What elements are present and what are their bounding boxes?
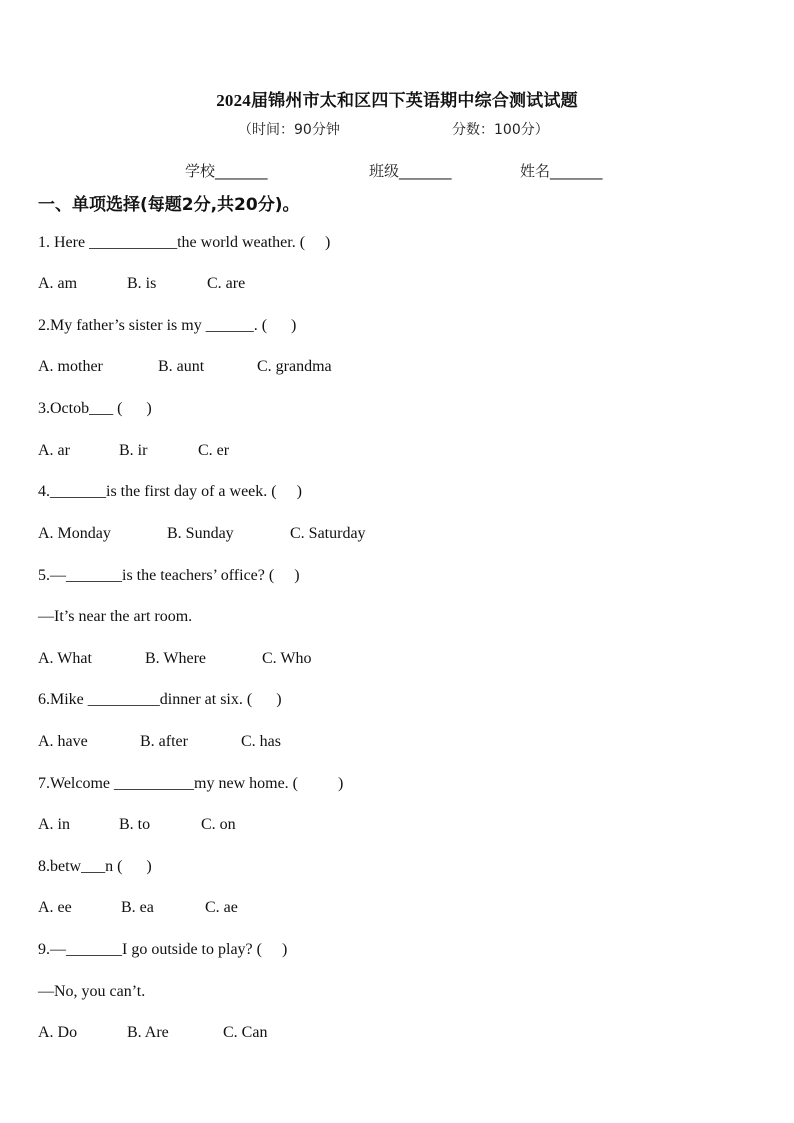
- question-4-text: 4._______is the first day of a week. ( ): [38, 483, 302, 500]
- class-field-label: 班级_______: [369, 162, 452, 180]
- question-8-options: [38, 898, 238, 918]
- question-7-options: [38, 815, 236, 835]
- question-4-options: [38, 524, 366, 544]
- question-4-option-b: B. Sunday: [167, 525, 234, 542]
- question-7-option-a: A. in: [38, 816, 70, 833]
- question-7-option-c: C. on: [201, 816, 236, 833]
- name-field-label: 姓名_______: [520, 162, 603, 180]
- question-8-option-c: C. ae: [205, 899, 238, 916]
- exam-time: （时间：90分钟: [238, 122, 340, 138]
- question-2-text: 2.My father’s sister is my ______. ( ): [38, 317, 297, 334]
- question-9-option-c: C. Can: [223, 1024, 268, 1041]
- question-3-option-c: C. er: [198, 442, 230, 459]
- question-8-option-a: A. ee: [38, 899, 72, 916]
- question-7-text: 7.Welcome __________my new home. ( ): [38, 775, 344, 792]
- question-1-option-a: A. am: [38, 275, 78, 292]
- question-1-text: 1. Here ___________the world weather. ( ): [38, 234, 331, 251]
- question-2-option-c: C. grandma: [257, 358, 332, 375]
- question-7-option-b: B. to: [119, 816, 151, 833]
- question-3-option-a: A. ar: [38, 442, 70, 459]
- school-field-label: 学校_______: [185, 162, 268, 180]
- question-5-option-a: A. What: [38, 650, 92, 667]
- question-5-text: 5.—_______is the teachers’ office? ( ): [38, 567, 300, 584]
- question-3-options: [38, 441, 229, 461]
- question-3-text: 3.Octob___ ( ): [38, 400, 152, 417]
- question-5-option-c: C. Who: [262, 650, 312, 667]
- section-title: 一、单项选择(每题2分,共20分)。: [38, 195, 300, 215]
- question-5-option-b: B. Where: [145, 650, 207, 667]
- question-1-option-b: B. is: [127, 275, 157, 292]
- question-6-options: [38, 732, 281, 752]
- question-9-options: [38, 1023, 267, 1043]
- question-2-option-b: B. aunt: [158, 358, 205, 375]
- question-8-option-b: B. ea: [121, 899, 154, 916]
- question-2-option-a: A. mother: [38, 358, 103, 375]
- question-1-option-c: C. are: [207, 275, 246, 292]
- question-1-options: [38, 274, 245, 294]
- page-title: 2024届锦州市太和区四下英语期中综合测试试题: [216, 91, 578, 110]
- exam-score: 分数：100分）: [452, 122, 549, 138]
- question-5-answer-line: —It’s near the art room.: [38, 608, 193, 625]
- question-9-text: 9.—_______I go outside to play? ( ): [38, 941, 288, 958]
- question-6-option-b: B. after: [140, 733, 188, 750]
- question-6-option-a: A. have: [38, 733, 88, 750]
- question-9-option-b: B. Are: [127, 1024, 169, 1041]
- question-6-text: 6.Mike _________dinner at six. ( ): [38, 691, 282, 708]
- question-6-option-c: C. has: [241, 733, 281, 750]
- question-9-option-a: A. Do: [38, 1024, 78, 1041]
- question-4-option-c: C. Saturday: [290, 525, 366, 542]
- question-9-answer-line: —No, you can’t.: [38, 983, 146, 1000]
- question-5-options: [38, 649, 311, 669]
- question-8-text: 8.betw___n ( ): [38, 858, 152, 875]
- question-4-option-a: A. Monday: [38, 525, 111, 542]
- question-2-options: [38, 357, 332, 377]
- question-3-option-b: B. ir: [119, 442, 148, 459]
